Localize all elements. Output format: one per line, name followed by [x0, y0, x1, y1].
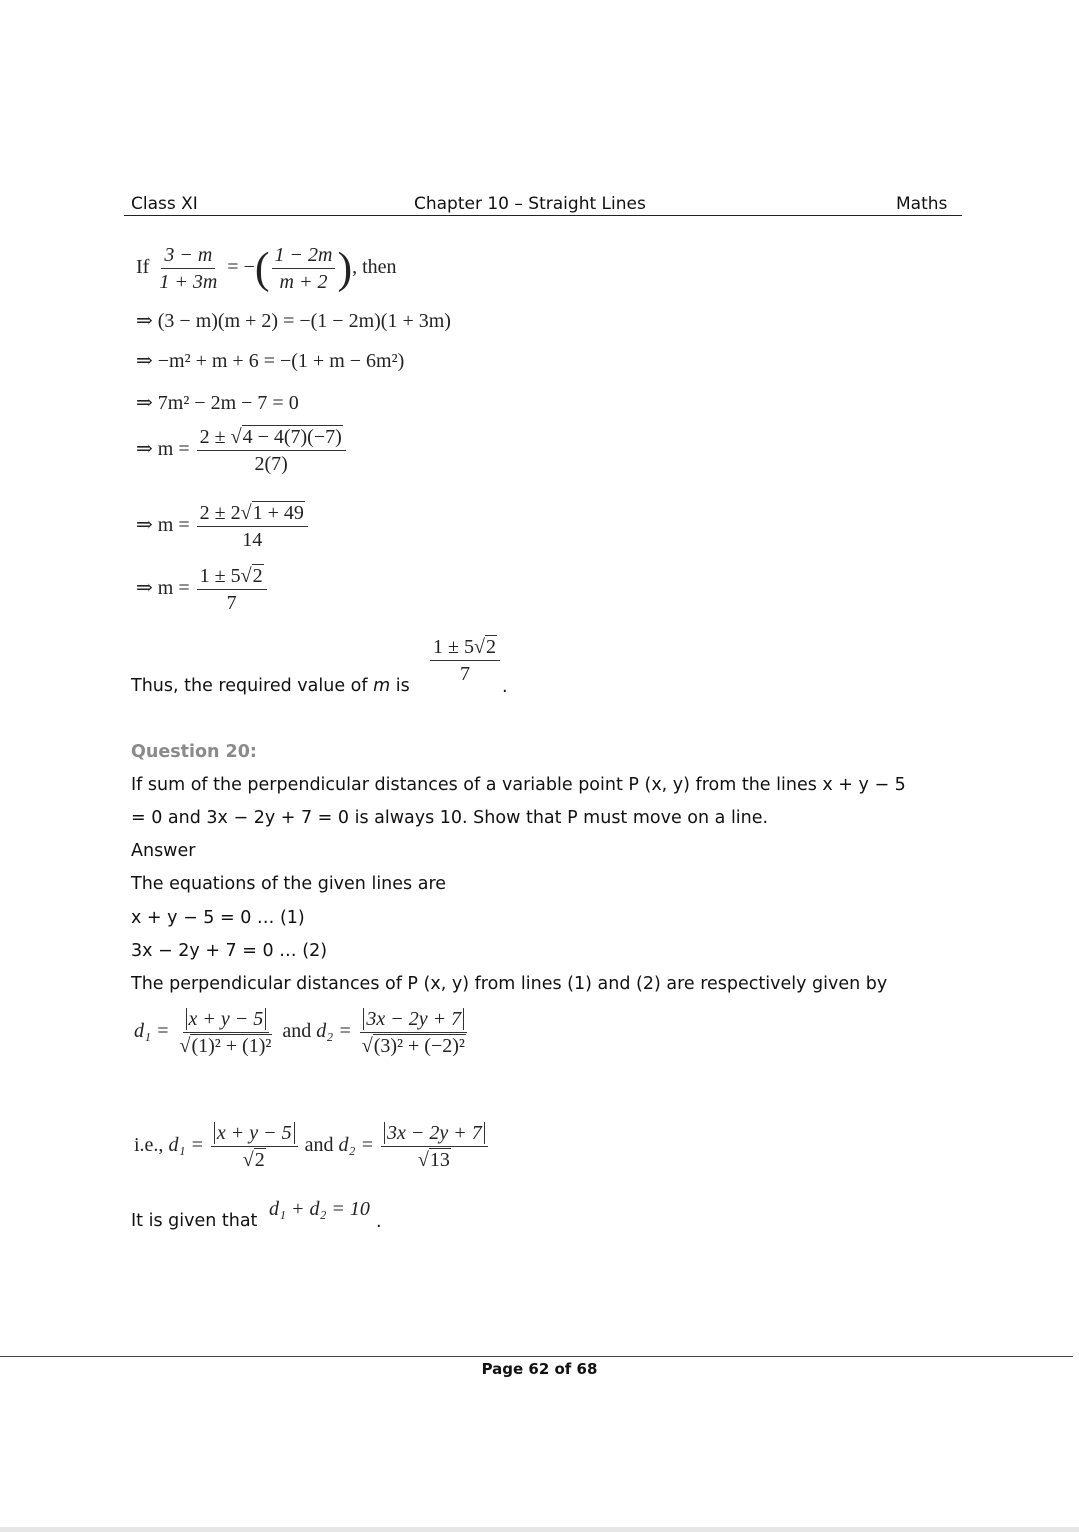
conclusion-period: . — [502, 677, 508, 697]
given-text: It is given that — [131, 1211, 258, 1231]
fraction: $\frac{2 \pm 2√1 + 49}{14}$ — [197, 502, 308, 551]
step-5: ⇒ m = $\frac{2 \pm √4 - 4(7)(-7)}{2(7)}$ — [136, 426, 348, 475]
question-line-1: If sum of the perpendicular distances of a variable point P (x, y) from the lines x + y − 5 — [131, 775, 906, 795]
conclusion-text: Thus, the required value of m is — [131, 676, 410, 696]
distances-intro: The perpendicular distances of P (x, y) from lines (1) and (2) are respectively given by — [131, 974, 888, 994]
header-rule — [124, 215, 962, 216]
answer-intro: The equations of the given lines are — [131, 874, 447, 894]
equation-1: x + y − 5 = 0 … (1) — [131, 908, 305, 928]
step-3: ⇒ −m² + m + 6 = −(1 + m − 6m²) — [136, 350, 405, 372]
step-6: ⇒ m = $\frac{2 \pm 2√1 + 49}{14}$ — [136, 502, 310, 551]
header-subject: Maths — [896, 194, 948, 214]
footer-rule — [0, 1356, 1073, 1357]
bottom-strip — [0, 1527, 1079, 1532]
header-chapter: Chapter 10 – Straight Lines — [414, 194, 646, 214]
header-class: Class XI — [131, 194, 198, 214]
given-math: d₁ + d₂ = 10 — [269, 1198, 370, 1220]
fraction: $\frac{3 - m}{1 + 3m}$ — [159, 244, 218, 293]
fraction: $\frac{1 - 2m}{m + 2}$ — [272, 244, 336, 293]
question-title: Question 20: — [131, 742, 257, 762]
conclusion-fraction: $\frac{1 \pm 5√2}{7}$ — [428, 636, 502, 685]
step-4: ⇒ 7m² − 2m − 7 = 0 — [136, 392, 299, 414]
step-2: ⇒ (3 − m)(m + 2) = −(1 − 2m)(1 + 3m) — [136, 310, 451, 332]
fraction: $\frac{1 \pm 5√2}{7}$ — [197, 565, 267, 614]
equation-2: 3x − 2y + 7 = 0 … (2) — [131, 941, 328, 961]
distance-formula: d₁ = $\frac{x + y - 5}{\text{√(1)² + (1)²}}$ and d₂ = $\frac{3x - 2y + 7}{\text{√(3)² + (−2)²}}$ — [134, 1008, 471, 1057]
distance-simplified: i.e., d₁ = $\frac{x + y - 5}{√2}$ and d₂ = $\frac{3x - 2y + 7}{√13}$ — [134, 1122, 490, 1171]
step-7: ⇒ m = $\frac{1 \pm 5√2}{7}$ — [136, 565, 269, 614]
fraction: $\frac{2 \pm √4 - 4(7)(-7)}{2(7)}$ — [197, 426, 346, 475]
step-1-prefix: If — [136, 256, 150, 279]
step-1: If $\frac{3 - m}{1 + 3m}$ = −( $\frac{1 - 2m}{m + 2}$ ), then — [136, 243, 397, 293]
question-line-2: = 0 and 3x − 2y + 7 = 0 is always 10. Show that P must move on a line. — [131, 808, 769, 828]
given-period: . — [376, 1212, 382, 1232]
page-number: Page 62 of 68 — [481, 1360, 598, 1378]
answer-label: Answer — [131, 841, 196, 861]
